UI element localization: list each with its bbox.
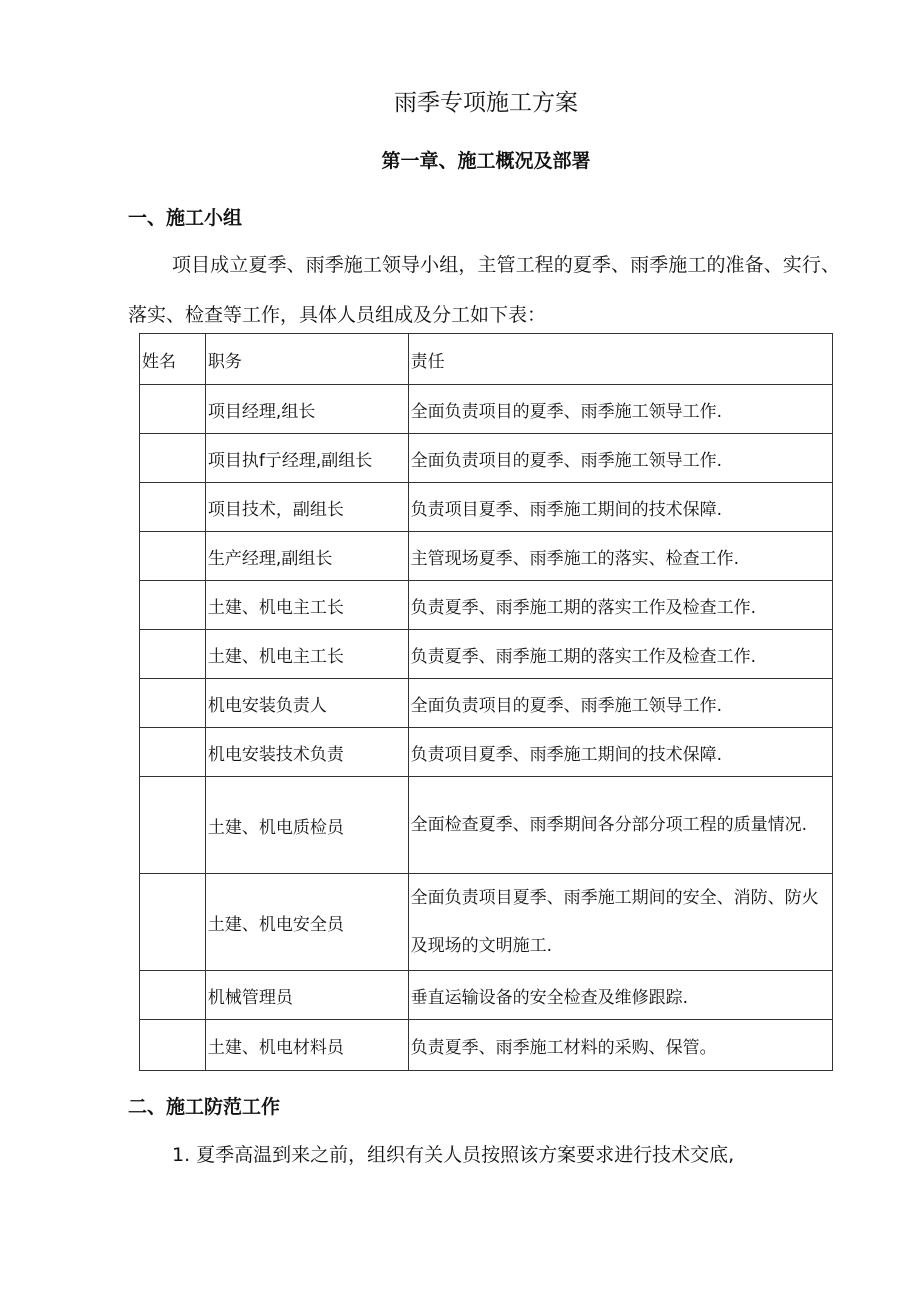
header-duty: 责任: [408, 334, 832, 385]
cell-position: 土建、机电主工长: [205, 630, 408, 679]
header-name: 姓名: [140, 334, 206, 385]
cell-name: [140, 434, 206, 483]
table-row: [140, 874, 833, 971]
chapter-title: 第一章、施工概况及部署: [381, 150, 591, 172]
section-paragraph: 项目成立夏季、雨季施工领导小组，主管工程的夏季、雨季施工的准备、实行、落实、检查等工作，具体人员组成及分工如下表：: [128, 254, 840, 326]
cell-duty: 负责项目夏季、雨季施工期间的技术保障.: [408, 728, 832, 777]
section-heading-team: 一、施工小组: [128, 207, 243, 229]
cell-name: [140, 385, 206, 434]
cell-duty: 负责项目夏季、雨季施工期间的技术保障.: [408, 483, 832, 532]
cell-duty: 全面负责项目的夏季、雨季施工领导工作.: [408, 434, 832, 483]
cell-name: [140, 777, 206, 874]
table-row: [140, 777, 833, 874]
table-row: [140, 971, 833, 1020]
header-position: 职务: [205, 334, 408, 385]
cell-duty: 负责夏季、雨季施工期的落实工作及检查工作.: [408, 581, 832, 630]
cell-position: 项目执f亍经理,副组长: [205, 434, 408, 483]
cell-duty: 全面负责项目的夏季、雨季施工领导工作.: [408, 385, 832, 434]
cell-duty: 全面负责项目夏季、雨季施工期间的安全、消防、防火及现场的文明施工.: [408, 874, 832, 971]
table-row: [140, 483, 833, 532]
cell-duty: 垂直运输设备的安全检查及维修跟踪.: [408, 971, 832, 1020]
cell-position: 土建、机电安全员: [205, 874, 408, 971]
document-title: 雨季专项施工方案: [394, 90, 578, 116]
cell-name: [140, 581, 206, 630]
cell-duty: 负责夏季、雨季施工材料的采购、保管。: [408, 1020, 832, 1071]
cell-position: 土建、机电质检员: [205, 777, 408, 874]
cell-name: [140, 874, 206, 971]
staff-table: [139, 333, 833, 1071]
cell-position: 机电安装负责人: [205, 679, 408, 728]
table-row: [140, 679, 833, 728]
cell-position: 土建、机电材料员: [205, 1020, 408, 1071]
cell-duty: 主管现场夏季、雨季施工的落实、检查工作.: [408, 532, 832, 581]
cell-name: [140, 971, 206, 1020]
cell-name: [140, 483, 206, 532]
cell-position: 机械管理员: [205, 971, 408, 1020]
list-item: 1. 夏季高温到来之前，组织有关人员按照该方案要求进行技术交底,: [172, 1144, 735, 1166]
cell-name: [140, 728, 206, 777]
table-row: [140, 532, 833, 581]
cell-name: [140, 532, 206, 581]
cell-position: 项目技术，副组长: [205, 483, 408, 532]
cell-name: [140, 1020, 206, 1071]
cell-duty: 全面检查夏季、雨季期间各分部分项工程的质量情况.: [408, 777, 832, 874]
cell-duty: 负责夏季、雨季施工期的落实工作及检查工作.: [408, 630, 832, 679]
cell-name: [140, 630, 206, 679]
cell-position: 土建、机电主工长: [205, 581, 408, 630]
cell-duty: 全面负责项目的夏季、雨季施工领导工作.: [408, 679, 832, 728]
table-row: [140, 581, 833, 630]
cell-position: 项目经理,组长: [205, 385, 408, 434]
table-row: [140, 728, 833, 777]
table-row: [140, 630, 833, 679]
table-header-row: [140, 334, 833, 385]
cell-name: [140, 679, 206, 728]
cell-position: 生产经理,副组长: [205, 532, 408, 581]
table-row: [140, 385, 833, 434]
table-row: [140, 434, 833, 483]
table-row: [140, 1020, 833, 1071]
cell-position: 机电安装技术负责: [205, 728, 408, 777]
section-heading-prevention: 二、施工防范工作: [128, 1096, 281, 1118]
